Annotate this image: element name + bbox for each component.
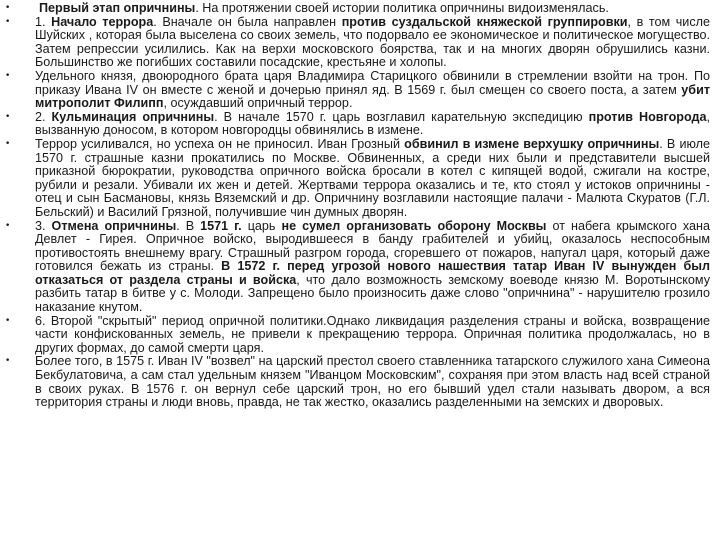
text-segment: царь xyxy=(241,218,282,233)
list-item xyxy=(0,16,720,70)
list-item xyxy=(0,220,720,315)
text-segment: 6. Второй "скрытый" период опричной политики.Однако ликвидация разделения страны и войска, возвращение части конфискованных земель, не привели к прекращению террора. Опричная политика продолжалась, но в других формах, до самой смерти царя. xyxy=(35,313,710,355)
text-segment: 3. xyxy=(35,218,52,233)
list-item xyxy=(0,355,720,409)
term: 1571 г. xyxy=(200,218,242,233)
term: Первый этап опричнины xyxy=(39,1,196,15)
text-segment: от набега крымского хана Девлет - Гирея. Опричное войско, выродившееся в банду грабителей и убийц, оказалось неспособным противостоять внешнему врагу. Страшный разгром города, сгоревшего от пожаров, напугал царя, который даже готовился бежать из страны. xyxy=(35,218,710,274)
bullet-icon: • xyxy=(5,138,11,149)
list-item xyxy=(0,111,720,138)
text-segment: , что дало возможность земскому воеводе князю М. Воротынскому разбить татар в битве у с. Молоди. Запрещено было произносить даже слово "опричнина" - нарушителю грозило наказание кнутом. xyxy=(35,272,710,315)
bullet-icon: • xyxy=(5,70,11,81)
bullet-icon: • xyxy=(5,220,11,231)
bullet-list xyxy=(0,2,720,410)
list-item xyxy=(0,70,720,111)
text-segment: , осуждавший опричный террор. xyxy=(163,96,353,111)
text-segment: . Вначале он была направлен xyxy=(153,14,342,29)
list-item xyxy=(0,2,720,16)
text-segment: Удельного князя, двоюродного брата царя Владимира Старицкого обвинили в стремлении взойти на трон. По приказу Ивана IV он вместе с женой и дочерью принял яд. В 1569 г. был смещен со своего поста, а затем xyxy=(35,68,710,97)
list-item xyxy=(0,315,720,356)
term: против суздальской княжеской группировки xyxy=(341,14,628,29)
bullet-icon: • xyxy=(5,16,11,27)
term: Отмена опричнины xyxy=(51,218,177,233)
text-segment: 2. xyxy=(35,109,52,124)
term: убит митрополит Филипп xyxy=(35,82,710,111)
text-segment: . На протяжении своей истории политика опричнины видоизменялась. xyxy=(195,1,609,15)
term: обвинил в измене верхушку опричнины xyxy=(404,136,660,151)
term: против Новгорода xyxy=(588,109,707,124)
bullet-icon: • xyxy=(5,315,11,326)
bullet-icon: • xyxy=(5,111,11,122)
bullet-icon: • xyxy=(5,3,11,13)
list-item xyxy=(0,138,720,220)
text-segment: 1. xyxy=(35,14,52,29)
term: Кульминация опричнины xyxy=(51,109,215,124)
text-segment: . В xyxy=(176,218,201,233)
text-segment: , в том числе Шуйских , которая была выселена со своих земель, что подорвало ее экономическое и политическое могущество. Затем репрессии усилились. Как на верхи московского боярства, так и на многих дворян обрушились казни. Большинство же погибших составили посадские, крестьяне и холопы. xyxy=(35,14,710,70)
text-segment: . В июле 1570 г. страшные казни прокатились по Москве. Обвиненных, а среди них были и представители высшей приказной бюрократии, руководства опричного войска бросали в котел с кипящей водой, сжигали на костре, рубили и резали. Убивали их жен и детей. Жертвами террора оказались и те, кто стоял у истоков опричнины - отец и сын Басмановы, князь Вяземский и др. Опричнину возглавили настоящие палачи - Малюта Скуратов (Г.Л. Бельский) и Василий Грязной, получившие чин думных дворян. xyxy=(35,136,711,219)
term: не сумел организовать оборону Москвы xyxy=(281,218,547,233)
term: В 1572 г. перед угрозой нового нашествия татар Иван IV вынужден был отказаться от раздела страны и войска xyxy=(35,259,711,287)
text-segment: , вызванную доносом, в котором новгородцы обвинялись в измене. xyxy=(35,109,710,138)
bullet-icon: • xyxy=(5,356,11,367)
term: Начало террора xyxy=(51,14,154,29)
text-segment: Террор усиливался, но успеха он не приносил. Иван Грозный xyxy=(35,136,405,151)
text-segment: Более того, в 1575 г. Иван IV "возвел" на царский престол своего ставленника татарского служилого хана Симеона Бекбулатовича, а сам стал удельным князем "Иванцом Московским", сохраняя при этом власть над всей страной в своих руках. В 1576 г. он вернул себе царский трон, но его бывший удел стали называть двором, а вся территория страны и люди вновь, правда, не так жестко, оказались разделенными на земских и дворовых. xyxy=(35,354,710,410)
text-segment: . В начале 1570 г. царь возглавил карательную экспедицию xyxy=(214,109,589,124)
